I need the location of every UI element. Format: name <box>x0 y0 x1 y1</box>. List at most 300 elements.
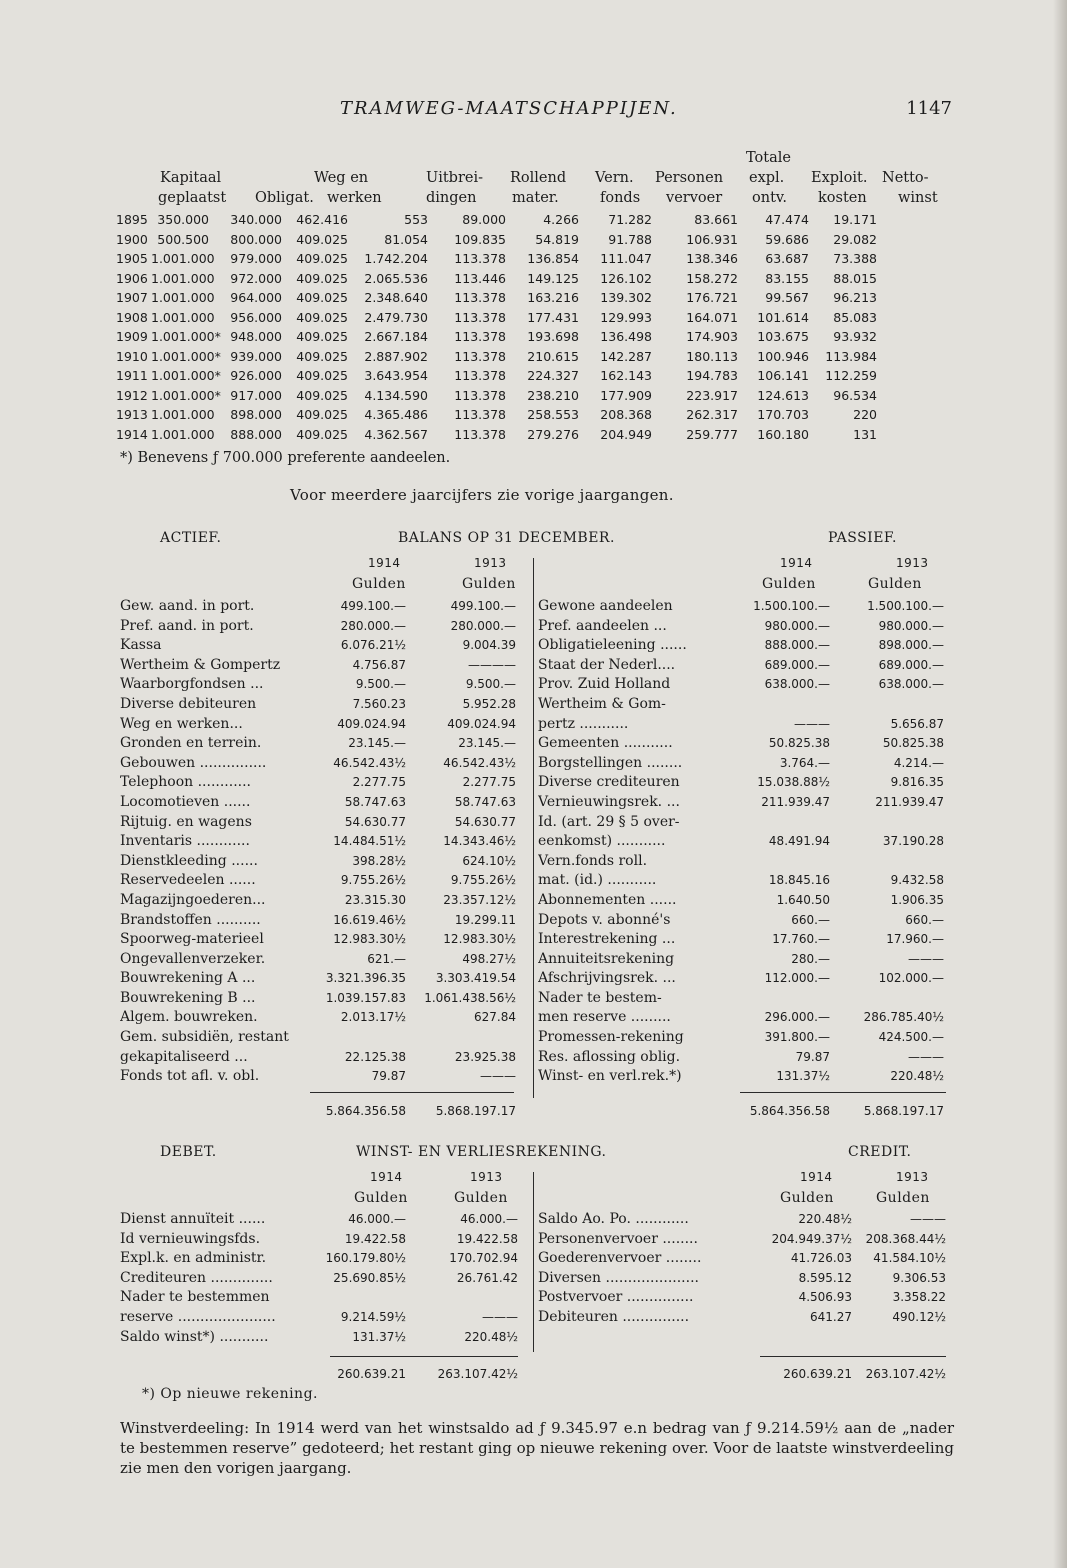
value-cell: 142.287 <box>600 348 652 364</box>
passief-label: Abonnementen ...... <box>538 891 677 908</box>
value-cell: 462.416 <box>296 212 348 227</box>
jaarcijfers-note: Voor meerdere jaarcijfers zie vorige jaargangen. <box>290 486 674 504</box>
debet-value-1913: 26.761.42 <box>456 1270 518 1285</box>
value-cell: 409.025 <box>296 426 348 442</box>
actief-label: Locomotieven ...... <box>120 793 251 810</box>
actief-value-1913: 5.952.28 <box>462 696 516 711</box>
passief-value-1914: 888.000.— <box>764 638 830 653</box>
winst-credit-year-1913: 1913 <box>896 1170 929 1184</box>
passief-value-1914: 280.— <box>791 951 830 966</box>
value-cell: 129.993 <box>600 309 652 325</box>
credit-1914-column <box>746 1210 852 1328</box>
balans-passief-unit-1914: Gulden <box>762 576 816 592</box>
debet-value-1914: 19.422.58 <box>344 1231 406 1246</box>
year-cell: 1906 <box>116 270 148 286</box>
actief-value-1914: 58.747.63 <box>344 794 406 809</box>
passief-value-1914: 1.640.50 <box>776 892 830 907</box>
credit-value-1913: 208.368.44½ <box>865 1231 946 1246</box>
passief-value-1913: ——— <box>908 1049 944 1064</box>
credit-total-rule <box>760 1356 946 1357</box>
debet-label: Saldo winst*) ........... <box>120 1328 269 1345</box>
actief-value-1913: 9.500.— <box>465 677 516 692</box>
actief-total-rule <box>310 1092 514 1093</box>
actief-label: Dienstkleeding ...... <box>120 852 258 869</box>
year-cell: 1911 <box>116 368 148 383</box>
passief-value-1914 <box>730 813 830 833</box>
value-cell: 113.378 <box>454 368 506 383</box>
value-cell: 553 <box>404 212 428 227</box>
value-cell: 972.000 <box>230 270 282 286</box>
passief-value-1913: 898.000.— <box>878 638 944 653</box>
credit-value-1914: 8.595.12 <box>798 1270 852 1285</box>
value-cell: 163.216 <box>527 290 579 305</box>
value-cell: 164.071 <box>686 309 738 325</box>
debet-total-1913: 263.107.42½ <box>437 1367 518 1381</box>
value-cell: 917.000 <box>230 387 282 403</box>
passief-label: Interestrekening ... <box>538 931 676 948</box>
debet-value-1913: 46.000.— <box>460 1212 518 1226</box>
value-cell: 1.001.000 <box>151 407 215 422</box>
value-cell: 136.854 <box>527 251 579 266</box>
winst-credit-unit-1914: Gulden <box>780 1190 834 1206</box>
actief-total-1914: 5.864.356.58 <box>325 1104 406 1118</box>
actief-value-1913: 9.004.39 <box>462 638 516 653</box>
header-title: TRAMWEG-MAATSCHAPPIJEN. <box>340 98 678 119</box>
header-weg-en: Weg en <box>314 170 369 186</box>
value-cell: 93.932 <box>833 329 877 344</box>
actief-value-1913: 3.303.419.54 <box>435 971 516 986</box>
actief-value-1913: 409.024.94 <box>447 716 516 731</box>
value-cell: 1.001.000* <box>151 368 221 383</box>
actief-value-1914: 9.755.26½ <box>340 873 406 888</box>
passief-value-1913: 689.000.— <box>878 657 944 672</box>
value-cell: 59.686 <box>765 231 809 247</box>
passief-value-1914: 211.939.47 <box>761 794 830 809</box>
value-cell: 103.675 <box>757 329 809 344</box>
actief-value-1913: 23.357.12½ <box>443 892 516 907</box>
credit-total-1913: 263.107.42½ <box>865 1367 946 1381</box>
value-cell: 956.000 <box>230 309 282 325</box>
passief-total-1913: 5.868.197.17 <box>863 1104 944 1118</box>
value-cell: 340.000 <box>230 212 282 227</box>
passief-value-1913: 1.906.35 <box>890 892 944 907</box>
winst-debet-year-1913: 1913 <box>470 1170 503 1184</box>
winst-debet-unit-1913: Gulden <box>454 1190 508 1206</box>
winst-debet-title: DEBET. <box>160 1144 217 1160</box>
kapitaal-row <box>116 327 954 347</box>
passief-label: Staat der Nederl.... <box>538 656 676 673</box>
passief-value-1914 <box>730 989 830 1009</box>
actief-value-1914: 14.484.51½ <box>333 834 406 849</box>
debet-value-1913: 170.702.94 <box>449 1251 518 1266</box>
year-cell: 1900 <box>116 231 148 247</box>
value-cell: 96.534 <box>833 387 877 403</box>
value-cell: 964.000 <box>230 290 282 305</box>
actief-value-1914: 499.100.— <box>340 599 406 613</box>
value-cell: 500.500 <box>157 231 209 247</box>
value-cell: 1.001.000 <box>151 426 215 442</box>
value-cell: 138.346 <box>686 251 738 266</box>
value-cell: 113.378 <box>454 426 506 442</box>
actief-label: Algem. bouwreken. <box>120 1009 258 1026</box>
header-obligat: Obligat. <box>255 190 314 206</box>
balans-passief-year-1914: 1914 <box>780 556 813 570</box>
value-cell: 101.614 <box>757 309 809 325</box>
value-cell: 158.272 <box>686 270 738 286</box>
value-cell: 126.102 <box>600 270 652 286</box>
header-uitbrei: Uitbrei- <box>426 170 484 186</box>
value-cell: 162.143 <box>600 368 652 383</box>
value-cell: 409.025 <box>296 387 348 403</box>
value-cell: 109.835 <box>454 231 506 247</box>
year-cell: 1912 <box>116 387 148 403</box>
passief-label: Prov. Zuid Holland <box>538 676 671 693</box>
actief-value-1913: 498.27½ <box>462 951 516 966</box>
passief-label: Borgstellingen ........ <box>538 754 683 771</box>
credit-value-1914: 41.726.03 <box>790 1251 852 1266</box>
passief-value-1914: 391.800.— <box>764 1030 830 1045</box>
actief-value-1913: 46.542.43½ <box>443 755 516 770</box>
credit-label: Postvervoer ............... <box>538 1289 694 1306</box>
passief-label: Wertheim & Gom- <box>538 695 666 712</box>
actief-value-1914: 6.076.21½ <box>340 638 406 653</box>
balans-actief-title: ACTIEF. <box>160 530 222 546</box>
passief-label: Winst- en verl.rek.*) <box>538 1068 682 1085</box>
value-cell: 113.378 <box>454 329 506 344</box>
value-cell: 409.025 <box>296 348 348 364</box>
kapitaal-row <box>116 230 954 250</box>
value-cell: 2.348.640 <box>364 290 428 305</box>
debet-value-1914: 46.000.— <box>348 1212 406 1226</box>
credit-label: Personenvervoer ........ <box>538 1230 698 1247</box>
kapitaal-row <box>116 405 954 425</box>
winst-debet-unit-1914: Gulden <box>354 1190 408 1206</box>
value-cell: 193.698 <box>527 329 579 344</box>
header-totale: Totale <box>746 150 791 166</box>
credit-label: Debiteuren ............... <box>538 1308 690 1325</box>
actief-label: Magazijngoederen... <box>120 891 266 908</box>
winst-title: WINST- EN VERLIESREKENING. <box>356 1144 607 1160</box>
actief-value-1913: 280.000.— <box>450 618 516 633</box>
kapitaal-row <box>116 269 954 289</box>
passief-value-1913: 9.816.35 <box>890 775 944 790</box>
actief-label: Wertheim & Gompertz <box>120 656 281 673</box>
actief-value-1914: 23.315.30 <box>344 892 406 907</box>
debet-label: Nader te bestemmen <box>120 1289 270 1306</box>
passief-value-1914: 48.491.94 <box>768 834 830 849</box>
header-kosten: kosten <box>818 190 867 206</box>
value-cell: 1.001.000 <box>151 270 215 286</box>
actief-value-1914: 409.024.94 <box>337 716 406 731</box>
actief-value-1913: 627.84 <box>474 1010 516 1025</box>
year-cell: 1895 <box>116 212 148 227</box>
debet-value-1914: 25.690.85½ <box>333 1270 406 1285</box>
actief-value-1913: 9.755.26½ <box>450 873 516 888</box>
balans-passief-unit-1913: Gulden <box>868 576 922 592</box>
value-cell: 409.025 <box>296 309 348 325</box>
passief-value-1914: 79.87 <box>795 1049 830 1064</box>
actief-value-1914 <box>300 1028 406 1048</box>
passief-1913-column <box>840 597 944 1087</box>
credit-value-1914: 220.48½ <box>798 1212 852 1226</box>
header-mater: mater. <box>512 190 559 206</box>
value-cell: 160.180 <box>757 426 809 442</box>
actief-value-1914: 280.000.— <box>340 618 406 633</box>
credit-1913-column <box>854 1210 946 1328</box>
actief-label: Gronden en terrein. <box>120 735 262 752</box>
value-cell: 1.001.000* <box>151 387 221 403</box>
actief-value-1913: 1.061.438.56½ <box>424 990 516 1005</box>
value-cell: 131 <box>853 426 877 442</box>
passief-value-1913: 220.48½ <box>890 1069 944 1084</box>
passief-label: pertz ........... <box>538 715 629 732</box>
value-cell: 180.113 <box>686 348 738 364</box>
passief-value-1914: 980.000.— <box>764 618 830 633</box>
value-cell: 106.141 <box>757 368 809 383</box>
passief-value-1914: 17.760.— <box>772 932 830 947</box>
debet-total-rule <box>330 1356 518 1357</box>
passief-1914-column <box>730 597 830 1087</box>
value-cell: 800.000 <box>230 231 282 247</box>
passief-value-1913: ——— <box>908 951 944 966</box>
balans-passief-title: PASSIEF. <box>828 530 897 546</box>
actief-label: Gew. aand. in port. <box>120 598 255 614</box>
page-number: 1147 <box>906 98 952 119</box>
value-cell: 1.001.000 <box>151 251 215 266</box>
year-cell: 1907 <box>116 290 148 305</box>
actief-label: Rijtuig. en wagens <box>120 813 252 830</box>
actief-value-1913: 624.10½ <box>462 853 516 868</box>
kapitaal-row <box>116 288 954 308</box>
passief-value-1914 <box>730 852 830 872</box>
actief-value-1913: 12.983.30½ <box>443 932 516 947</box>
debet-value-1913: ——— <box>482 1309 518 1324</box>
year-cell: 1905 <box>116 251 148 266</box>
passief-value-1914: ——— <box>794 716 830 731</box>
passief-label: Gemeenten ........... <box>538 735 673 752</box>
value-cell: 111.047 <box>600 251 652 266</box>
debet-labels <box>120 1210 340 1347</box>
debet-label: Crediteuren .............. <box>120 1269 273 1286</box>
balans-actief-year-1914: 1914 <box>368 556 401 570</box>
value-cell: 136.498 <box>600 329 652 344</box>
passief-value-1913: 50.825.38 <box>882 736 944 751</box>
actief-label: Weg en werken... <box>120 715 243 732</box>
actief-value-1914: 2.013.17½ <box>340 1010 406 1025</box>
kapitaal-row <box>116 347 954 367</box>
value-cell: 2.667.184 <box>364 329 428 344</box>
value-cell: 73.388 <box>833 251 877 266</box>
kapitaal-row <box>116 386 954 406</box>
passief-value-1913: 17.960.— <box>886 932 944 947</box>
header-vervoer: vervoer <box>666 190 723 206</box>
passief-label: Nader te bestem- <box>538 989 662 1006</box>
value-cell: 4.266 <box>543 212 579 227</box>
actief-value-1914: 4.756.87 <box>352 657 406 672</box>
credit-label: Goederenvervoer ........ <box>538 1250 702 1267</box>
credit-label: Diversen ..................... <box>538 1269 699 1286</box>
actief-value-1914: 7.560.23 <box>352 696 406 711</box>
value-cell: 1.001.000 <box>151 309 215 325</box>
actief-label: Spoorweg-materieel <box>120 931 264 948</box>
passief-value-1913: 980.000.— <box>878 618 944 633</box>
value-cell: 194.783 <box>686 368 738 383</box>
value-cell: 149.125 <box>527 270 579 286</box>
passief-value-1913: 4.214.— <box>893 755 944 770</box>
debet-label: Id vernieuwingsfds. <box>120 1230 261 1247</box>
header-exploit: Exploit. <box>811 170 868 186</box>
passief-label: Gewone aandeelen <box>538 598 673 614</box>
credit-label: Saldo Ao. Po. ............ <box>538 1211 689 1227</box>
year-cell: 1908 <box>116 309 148 325</box>
passief-total-1914: 5.864.356.58 <box>749 1104 830 1118</box>
passief-value-1914: 50.825.38 <box>768 736 830 751</box>
passief-label: Depots v. abonné's <box>538 911 671 928</box>
value-cell: 210.615 <box>527 348 579 364</box>
value-cell: 220 <box>853 407 877 422</box>
value-cell: 4.365.486 <box>364 407 428 422</box>
value-cell: 208.368 <box>600 407 652 422</box>
passief-value-1913: 5.656.87 <box>890 716 944 731</box>
actief-label: Fonds tot afl. v. obl. <box>120 1068 260 1085</box>
actief-label: Inventaris ............ <box>120 833 250 850</box>
value-cell: 113.378 <box>454 290 506 305</box>
winst-debet-year-1914: 1914 <box>370 1170 403 1184</box>
kapitaal-footnote: *) Benevens ƒ 700.000 preferente aandeelen. <box>120 450 451 466</box>
value-cell: 113.984 <box>825 348 877 364</box>
value-cell: 113.378 <box>454 251 506 266</box>
winst-credit-unit-1913: Gulden <box>876 1190 930 1206</box>
actief-labels <box>120 597 320 1087</box>
value-cell: 409.025 <box>296 251 348 266</box>
passief-value-1914: 660.— <box>791 912 830 927</box>
value-cell: 63.687 <box>765 251 809 266</box>
actief-label: Telephoon ............ <box>120 774 252 791</box>
passief-value-1913: 211.939.47 <box>875 794 944 809</box>
value-cell: 19.171 <box>833 212 877 227</box>
actief-1913-column <box>410 597 516 1087</box>
header-fonds: fonds <box>600 190 641 206</box>
credit-value-1914: 204.949.37½ <box>771 1231 852 1246</box>
value-cell: 112.259 <box>825 368 877 383</box>
debet-value-1914: 160.179.80½ <box>325 1251 406 1266</box>
debet-label: reserve ...................... <box>120 1308 276 1325</box>
value-cell: 99.567 <box>765 290 809 305</box>
actief-value-1913: 58.747.63 <box>454 794 516 809</box>
debet-value-1913 <box>414 1288 518 1308</box>
actief-label: Pref. aand. in port. <box>120 617 254 634</box>
value-cell: 2.065.536 <box>364 270 428 286</box>
actief-label: Bouwrekening B ... <box>120 989 256 1006</box>
credit-value-1914: 4.506.93 <box>798 1290 852 1305</box>
actief-1914-column <box>300 597 406 1087</box>
header-netto: Netto- <box>882 170 929 186</box>
passief-value-1914 <box>730 695 830 715</box>
credit-value-1913: 41.584.10½ <box>873 1251 946 1266</box>
header-expl: expl. <box>749 170 785 186</box>
winstverdeeling-paragraph: Winstverdeeling: In 1914 werd van het winstsaldo ad ƒ 9.345.97 e.n bedrag van ƒ 9.214.59½ aan de „nader te bestemmen reserve” gedoteerd; het restant ging op nieuwe rekening over. Voor de laatste winstverdeeling zie men den vorigen jaargang. <box>120 1419 954 1477</box>
balans-actief-unit-1913: Gulden <box>462 576 516 592</box>
value-cell: 71.282 <box>608 212 652 227</box>
debet-value-1913: 220.48½ <box>464 1329 518 1344</box>
actief-value-1914: 54.630.77 <box>344 814 406 829</box>
value-cell: 81.054 <box>384 231 428 247</box>
credit-labels <box>538 1210 768 1328</box>
actief-value-1913: ——— <box>480 1069 516 1084</box>
passief-label: Promessen-rekening <box>538 1029 684 1046</box>
value-cell: 259.777 <box>686 426 738 442</box>
actief-label: Diverse debiteuren <box>120 695 257 712</box>
value-cell: 29.082 <box>833 231 877 247</box>
kapitaal-row <box>116 366 954 386</box>
actief-label: Gem. subsidiën, restant <box>120 1029 289 1046</box>
balans-title: BALANS OP 31 DECEMBER. <box>398 530 615 546</box>
kapitaal-table <box>116 210 954 444</box>
value-cell: 224.327 <box>527 368 579 383</box>
kapitaal-row <box>116 249 954 269</box>
debet-total-1914: 260.639.21 <box>337 1367 406 1381</box>
header-ontv: ontv. <box>752 190 787 206</box>
year-cell: 1913 <box>116 407 148 422</box>
actief-label: Reservedeelen ...... <box>120 872 256 889</box>
passief-value-1913: 424.500.— <box>878 1030 944 1045</box>
value-cell: 409.025 <box>296 407 348 422</box>
actief-value-1914: 46.542.43½ <box>333 755 406 770</box>
credit-value-1913: 9.306.53 <box>892 1270 946 1285</box>
value-cell: 176.721 <box>686 290 738 305</box>
passief-value-1914: 131.37½ <box>776 1069 830 1084</box>
kapitaal-row <box>116 308 954 328</box>
passief-label: Annuiteitsrekening <box>538 950 675 967</box>
value-cell: 113.378 <box>454 387 506 403</box>
passief-value-1913: 102.000.— <box>878 971 944 986</box>
value-cell: 100.946 <box>757 348 809 364</box>
value-cell: 1.001.000 <box>151 290 215 305</box>
value-cell: 113.378 <box>454 348 506 364</box>
actief-label: Bouwrekening A ... <box>120 970 256 987</box>
actief-total-1913: 5.868.197.17 <box>435 1104 516 1118</box>
header-dingen: dingen <box>426 190 477 206</box>
winst-credit-title: CREDIT. <box>848 1144 912 1160</box>
passief-value-1913: 638.000.— <box>878 677 944 692</box>
value-cell: 926.000 <box>230 368 282 383</box>
balans-divider <box>533 558 534 1098</box>
value-cell: 204.949 <box>600 426 652 442</box>
actief-value-1914: 9.500.— <box>355 677 406 692</box>
value-cell: 85.083 <box>833 309 877 325</box>
actief-value-1913: 14.343.46½ <box>443 834 516 849</box>
actief-value-1913: 19.299.11 <box>454 912 516 927</box>
passief-label: Vern.fonds roll. <box>538 852 648 869</box>
actief-value-1914: 22.125.38 <box>344 1049 406 1064</box>
passief-value-1913 <box>840 813 944 833</box>
actief-value-1914: 16.619.46½ <box>333 912 406 927</box>
value-cell: 2.479.730 <box>364 309 428 325</box>
actief-value-1914: 79.87 <box>371 1069 406 1084</box>
passief-label: Vernieuwingsrek. ... <box>538 793 680 810</box>
actief-value-1914: 12.983.30½ <box>333 932 406 947</box>
value-cell: 898.000 <box>230 407 282 422</box>
actief-value-1914: 2.277.75 <box>352 775 406 790</box>
value-cell: 350.000 <box>157 212 209 227</box>
passief-label: Id. (art. 29 § 5 over- <box>538 813 680 830</box>
header-kapitaal: Kapitaal <box>160 170 222 186</box>
actief-value-1914: 23.145.— <box>348 736 406 751</box>
actief-value-1913 <box>410 1028 516 1048</box>
running-header <box>120 98 960 128</box>
kapitaal-row <box>116 210 954 230</box>
value-cell: 177.909 <box>600 387 652 403</box>
